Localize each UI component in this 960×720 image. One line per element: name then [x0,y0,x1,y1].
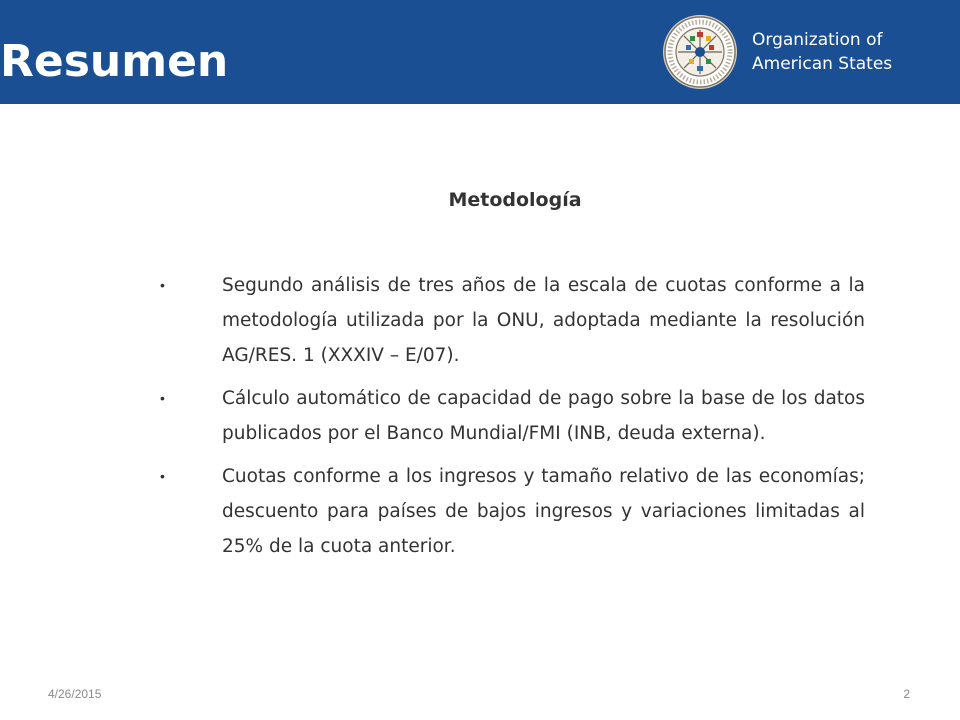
list-item [160,459,865,564]
page-number: 2 [903,687,910,701]
list-item [160,268,865,373]
oas-logo [662,14,898,90]
bullet-icon: • [160,390,165,406]
slide-title: Resumen [0,36,229,87]
oas-seal-icon [662,14,738,90]
logo-text-line1: Organization of [752,30,883,50]
bullet-list [160,268,865,572]
section-heading: Metodología [448,189,582,211]
bullet-icon: • [160,277,165,293]
logo-text [752,28,892,76]
header-bar [0,0,960,104]
bullet-text: Segundo análisis de tres años de la escala de cuotas conforme a la metodología utilizada por la ONU, adoptada mediante la resolución AG/RES. 1 (XXXIV – E/07). [222,275,865,366]
footer-date: 4/26/2015 [48,687,102,701]
list-item [160,381,865,451]
logo-text-line2: American States [752,54,893,74]
bullet-text: Cuotas conforme a los ingresos y tamaño relativo de las economías; descuento para países de bajos ingresos y variaciones limitadas al 25% de la cuota anterior. [222,466,865,557]
bullet-text: Cálculo automático de capacidad de pago sobre la base de los datos publicados por el Banco Mundial/FMI (INB, deuda externa). [222,388,865,444]
bullet-icon: • [160,468,165,484]
